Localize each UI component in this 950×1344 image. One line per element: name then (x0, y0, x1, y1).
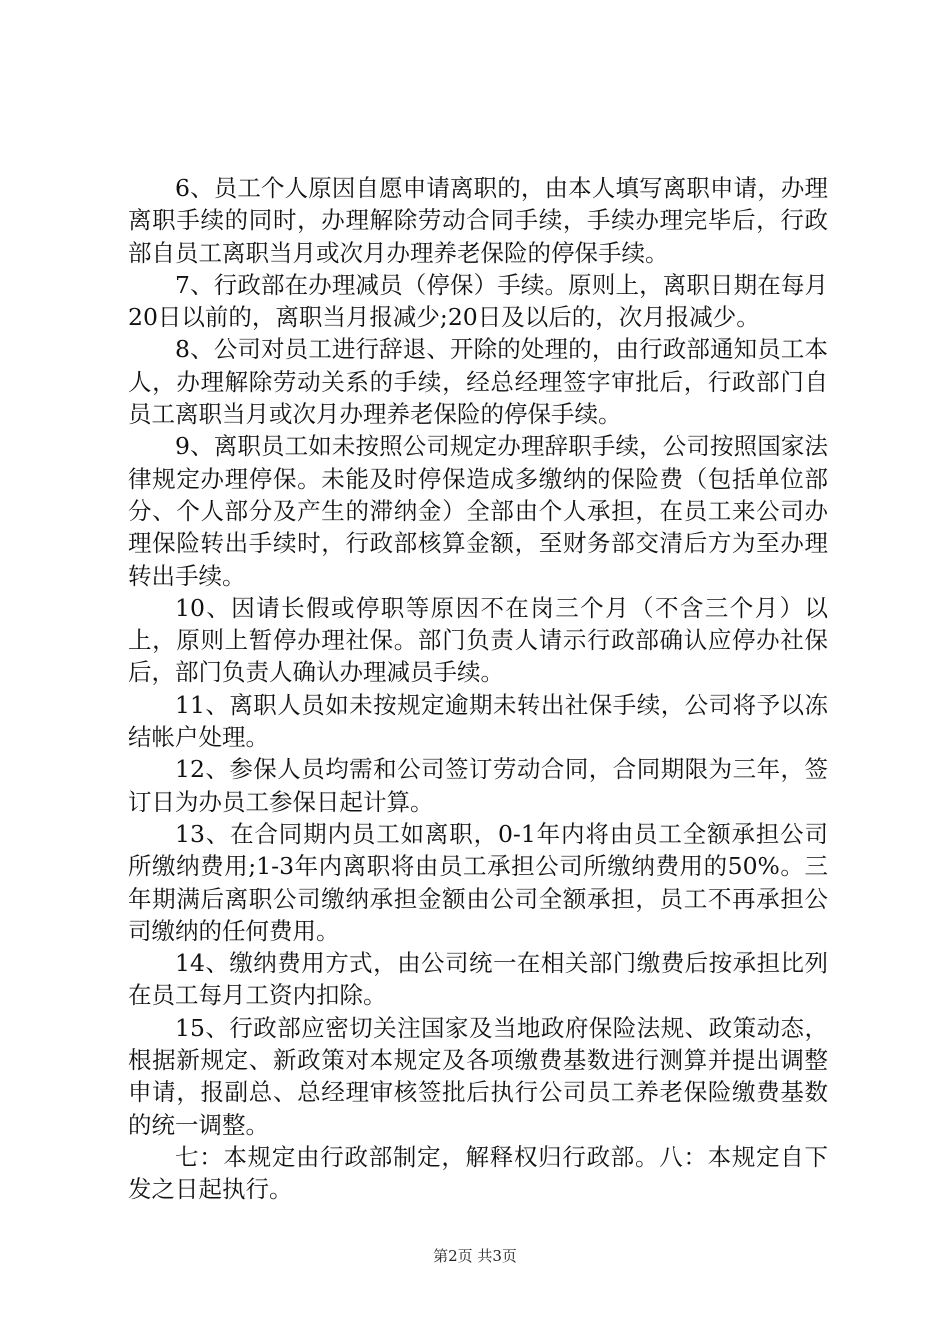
paragraph-12: 12、参保人员均需和公司签订劳动合同，合同期限为三年，签订日为办员工参保日起计算。 (128, 755, 828, 816)
paragraph-6: 6、员工个人原因自愿申请离职的，由本人填写离职申请，办理离职手续的同时，办理解除劳动合同手续，手续办理完毕后，行政部自员工离职当月或次月办理养老保险的停保手续。 (128, 174, 828, 267)
page-number-footer: 第2页 共3页 (433, 1247, 517, 1265)
paragraph-11: 11、离职人员如未按规定逾期未转出社保手续，公司将予以冻结帐户处理。 (128, 690, 828, 752)
paragraph-9: 9、离职员工如未按照公司规定办理辞职手续，公司按照国家法律规定办理停保。未能及时停保造成多缴纳的保险费（包括单位部分、个人部分及产生的滞纳金）全部由个人承担，在员工来公司办理保险转出手续时，行政部核算金额，至财务部交清后方为至办理转出手续。 (128, 432, 828, 590)
document-body (128, 172, 828, 1206)
paragraph-7: 7、行政部在办理减员（停保）手续。原则上，离职日期在每月20日以前的，离职当月报减少;20日及以后的，次月报减少。 (128, 270, 828, 332)
paragraph-15: 15、行政部应密切关注国家及当地政府保险法规、政策动态，根据新规定、新政策对本规定及各项缴费基数进行测算并提出调整申请，报副总、总经理审核签批后执行公司员工养老保险缴费基数的统一调整。 (128, 1013, 828, 1139)
paragraph-8: 8、公司对员工进行辞退、开除的处理的，由行政部通知员工本人，办理解除劳动关系的手续，经总经理签字审批后，行政部门自员工离职当月或次月办理养老保险的停保手续。 (128, 335, 828, 429)
paragraph-10: 10、因请长假或停职等原因不在岗三个月（不含三个月）以上，原则上暂停办理社保。部门负责人请示行政部确认应停办社保后，部门负责人确认办理减员手续。 (128, 593, 828, 687)
paragraph-14: 14、缴纳费用方式，由公司统一在相关部门缴费后按承担比列在员工每月工资内扣除。 (128, 949, 828, 1010)
paragraph-closing: 七：本规定由行政部制定，解释权归行政部。八：本规定自下发之日起执行。 (128, 1142, 828, 1204)
paragraph-13: 13、在合同期内员工如离职，0-1年内将由员工全额承担公司所缴纳费用;1-3年内离职将由员工承担公司所缴纳费用的50%。三年期满后离职公司缴纳承担金额由公司全额承担，员工不再承担公司缴纳的任何费用。 (128, 819, 828, 945)
